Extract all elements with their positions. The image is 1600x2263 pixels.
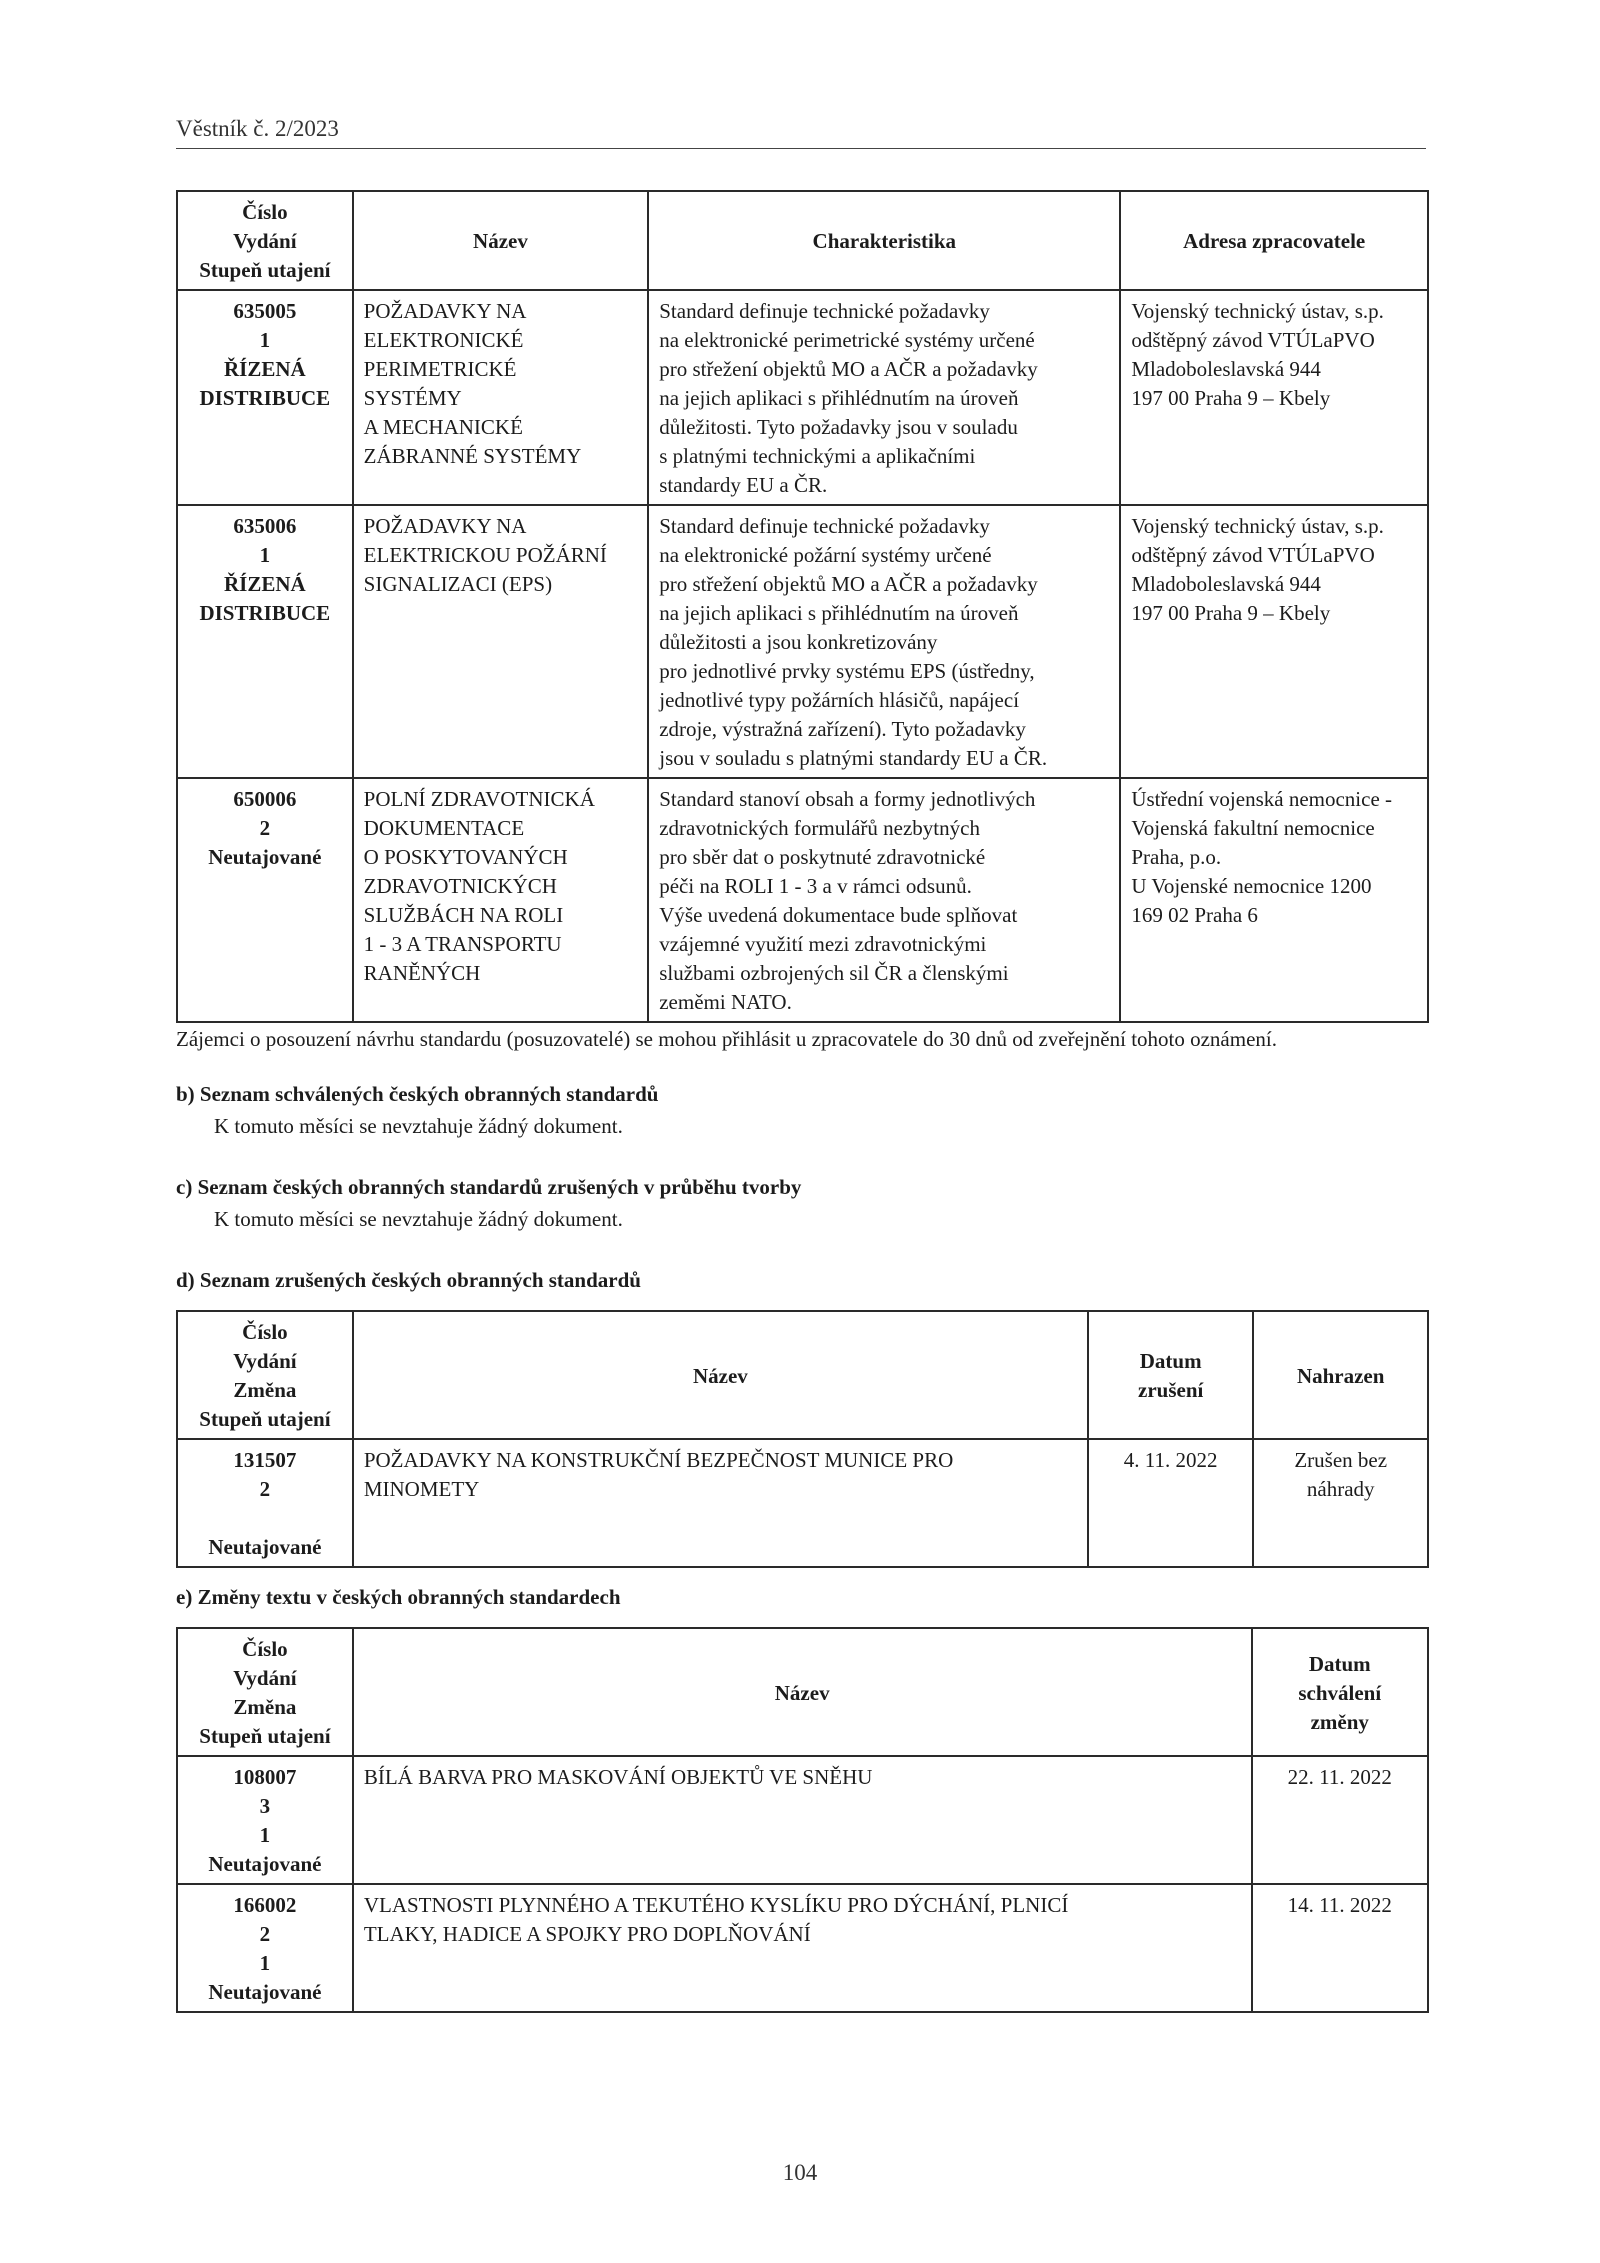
standard-number-cell: 131507 2 Neutajované [177,1439,353,1567]
table-row [177,1884,1428,2012]
standards-draft-table [176,190,1429,1023]
col-header-cislo: Číslo Vydání Stupeň utajení [177,191,353,290]
table-header-row [177,1628,1428,1756]
standard-name-cell: POŽADAVKY NA ELEKTRONICKÉ PERIMETRICKÉ SYSTÉMY A MECHANICKÉ ZÁBRANNÉ SYSTÉMY [353,290,649,505]
standard-name-cell: POŽADAVKY NA ELEKTRICKOU POŽÁRNÍ SIGNALIZACI (EPS) [353,505,649,778]
characteristics-cell: Standard definuje technické požadavky na elektronické perimetrické systémy určené pro střežení objektů MO a AČR a požadavky na jejich aplikaci s přihlédnutím na úroveň důležitosti. Tyto požadavky jsou v souladu s platnými technickými a aplikačními standardy EU a ČR. [648,290,1120,505]
page-header: Věstník č. 2/2023 [176,116,1426,149]
text-changes-table [176,1627,1429,2013]
standard-name-cell: VLASTNOSTI PLYNNÉHO A TEKUTÉHO KYSLÍKU PRO DÝCHÁNÍ, PLNICÍ TLAKY, HADICE A SPOJKY PRO DOPLŇOVÁNÍ [353,1884,1252,2012]
standard-number-cell: 650006 2 Neutajované [177,778,353,1022]
replaced-by-cell: Zrušen bez náhrady [1253,1439,1428,1567]
section-b-text: K tomuto měsíci se nevztahuje žádný dokument. [214,1114,623,1138]
col-header-nazev: Název [353,191,649,290]
table-row [177,290,1428,505]
table-header-row [177,191,1428,290]
col-header-cislo: Číslo Vydání Změna Stupeň utajení [177,1628,353,1756]
col-header-datum-zruseni: Datum zrušení [1088,1311,1253,1439]
col-header-charakteristika: Charakteristika [648,191,1120,290]
section-c-heading: c) Seznam českých obranných standardů zrušených v průběhu tvorby [176,1175,802,1199]
col-header-datum-schvaleni: Datum schválení změny [1252,1628,1428,1756]
section-b-heading: b) Seznam schválených českých obranných standardů [176,1082,659,1106]
col-header-cislo: Číslo Vydání Změna Stupeň utajení [177,1311,353,1439]
approval-date-cell: 14. 11. 2022 [1252,1884,1428,2012]
cancel-date-cell: 4. 11. 2022 [1088,1439,1253,1567]
approval-date-cell: 22. 11. 2022 [1252,1756,1428,1884]
table-row [177,1756,1428,1884]
standard-name-cell: BÍLÁ BARVA PRO MASKOVÁNÍ OBJEKTŮ VE SNĚHU [353,1756,1252,1884]
characteristics-cell: Standard definuje technické požadavky na elektronické požární systémy určené pro střežení objektů MO a AČR a požadavky na jejich aplikaci s přihlédnutím na úroveň důležitosti a jsou konkretizovány pro jednotlivé prvky systému EPS (ústředny, jednotlivé typy požárních hlásičů, napájecí zdroje, výstražná zařízení). Tyto požadavky jsou v souladu s platnými standardy EU a ČR. [648,505,1120,778]
table-row [177,778,1428,1022]
characteristics-cell: Standard stanoví obsah a formy jednotlivých zdravotnických formulářů nezbytných pro sběr dat o poskytnuté zdravotnické péči na ROLI 1 - 3 a v rámci odsunů. Výše uvedená dokumentace bude splňovat vzájemné využití mezi zdravotnickými službami ozbrojených sil ČR a členskými zeměmi NATO. [648,778,1120,1022]
standard-name-cell: POŽADAVKY NA KONSTRUKČNÍ BEZPEČNOST MUNICE PRO MINOMETY [353,1439,1088,1567]
section-e-heading: e) Změny textu v českých obranných standardech [176,1585,621,1609]
standard-number-cell: 635006 1 ŘÍZENÁ DISTRIBUCE [177,505,353,778]
table-header-row [177,1311,1428,1439]
col-header-nazev: Název [353,1311,1088,1439]
page-number: 104 [782,2160,818,2185]
standard-number-cell: 635005 1 ŘÍZENÁ DISTRIBUCE [177,290,353,505]
address-cell: Vojenský technický ústav, s.p. odštěpný závod VTÚLaPVO Mladoboleslavská 944 197 00 Praha 9 – Kbely [1120,505,1428,778]
cancelled-standards-table [176,1310,1429,1568]
table-row [177,1439,1428,1567]
table-row [177,505,1428,778]
col-header-nazev: Název [353,1628,1252,1756]
standard-name-cell: POLNÍ ZDRAVOTNICKÁ DOKUMENTACE O POSKYTOVANÝCH ZDRAVOTNICKÝCH SLUŽBÁCH NA ROLI 1 - 3 A TRANSPORTU RANĚNÝCH [353,778,649,1022]
col-header-nahrazen: Nahrazen [1253,1311,1428,1439]
section-c-text: K tomuto měsíci se nevztahuje žádný dokument. [214,1207,623,1231]
section-d-heading: d) Seznam zrušených českých obranných standardů [176,1268,641,1292]
standard-number-cell: 108007 3 1 Neutajované [177,1756,353,1884]
standard-number-cell: 166002 2 1 Neutajované [177,1884,353,2012]
address-cell: Vojenský technický ústav, s.p. odštěpný závod VTÚLaPVO Mladoboleslavská 944 197 00 Praha 9 – Kbely [1120,290,1428,505]
address-cell: Ústřední vojenská nemocnice - Vojenská fakultní nemocnice Praha, p.o. U Vojenské nemocnice 1200 169 02 Praha 6 [1120,778,1428,1022]
col-header-adresa: Adresa zpracovatele [1120,191,1428,290]
note-paragraph: Zájemci o posouzení návrhu standardu (posuzovatelé) se mohou přihlásit u zpracovatele do 30 dnů od zveřejnění tohoto oznámení. [176,1027,1277,1051]
